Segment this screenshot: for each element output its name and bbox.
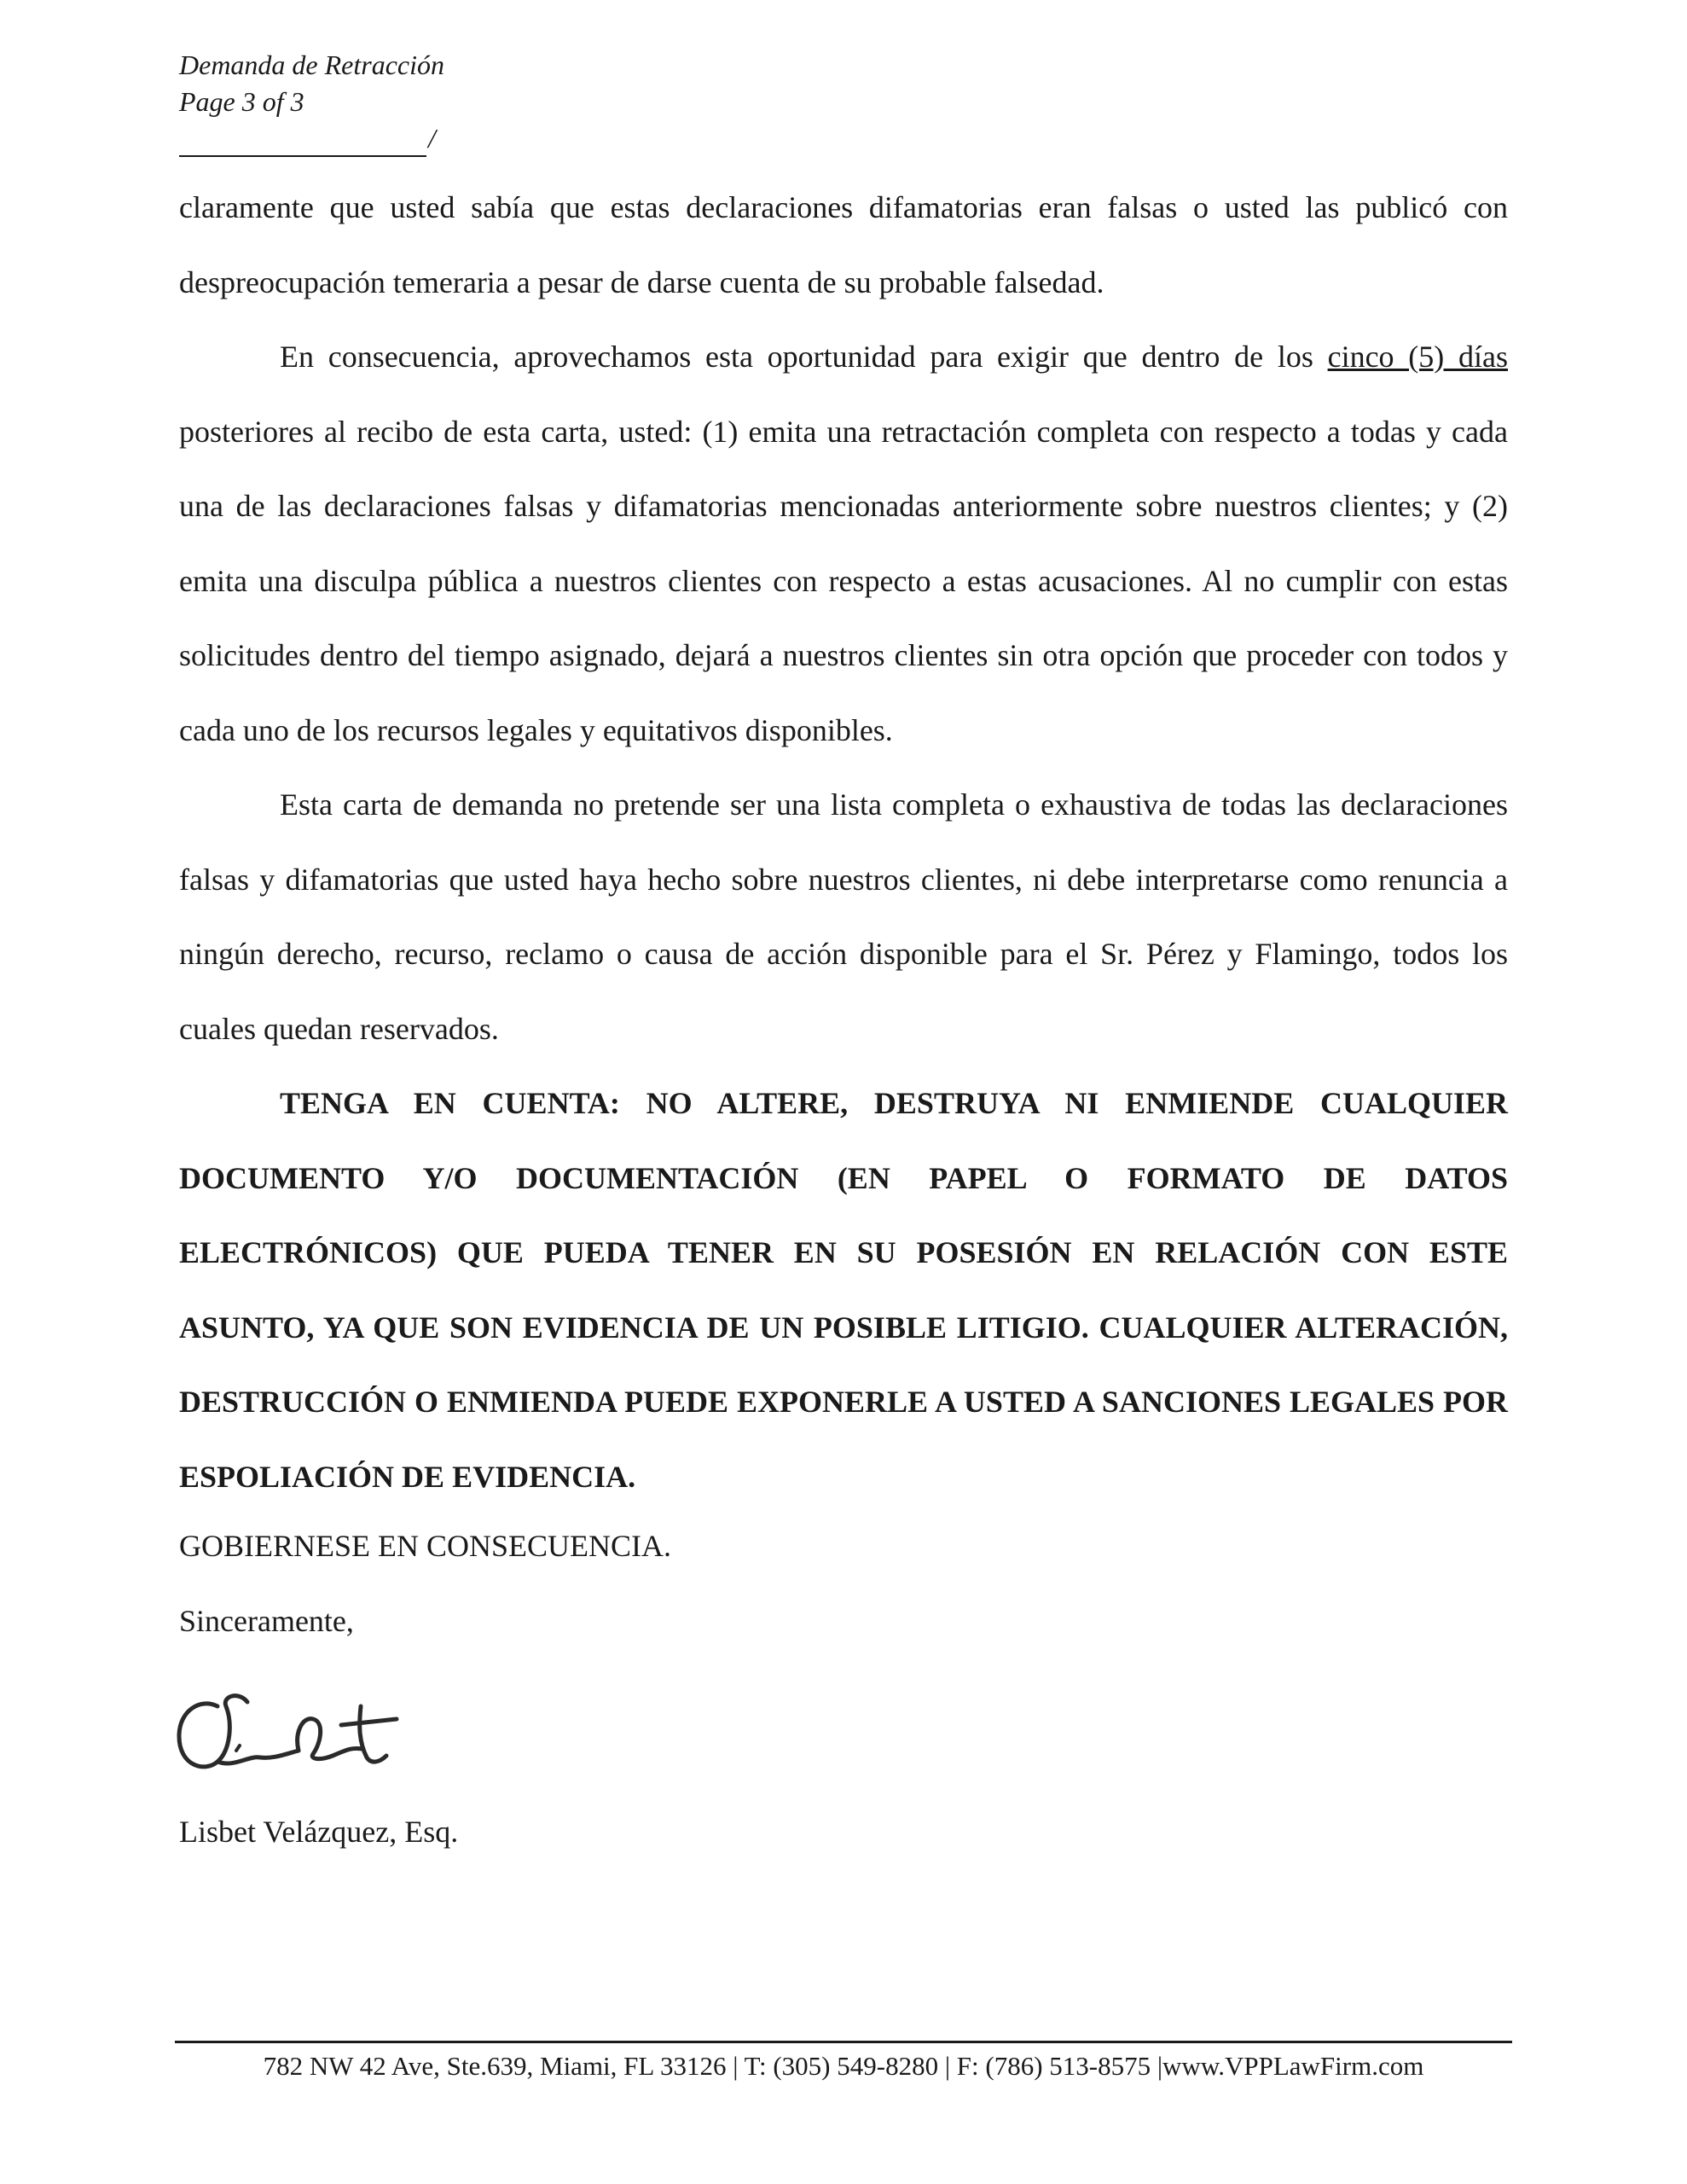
page-header bbox=[179, 47, 444, 157]
header-slash: / bbox=[428, 123, 436, 154]
page-number: Page 3 of 3 bbox=[179, 86, 304, 117]
header-rule-line bbox=[179, 120, 444, 157]
handwritten-signature bbox=[166, 1672, 422, 1800]
legal-notice: TENGA EN CUENTA: NO ALTERE, DESTRUYA NI ENMIENDE CUALQUIER DOCUMENTO Y/O DOCUMENTACIÓN (EN PAPEL O FORMATO DE DATOS ELECTRÓNICOS) QUE PUEDA TENER EN SU POSESIÓN EN RELACIÓN CON ESTE ASUNTO, YA QUE SON EVIDENCIA DE UN POSIBLE LITIGIO. CUALQUIER ALTERACIÓN, DESTRUCCIÓN O ENMIENDA PUEDE EXPONERLE A USTED A SANCIONES LEGALES POR ESPOLIACIÓN DE EVIDENCIA. bbox=[179, 1086, 1508, 1494]
letter-body bbox=[179, 171, 1508, 1514]
header-underline bbox=[179, 133, 426, 157]
paragraph-2 bbox=[179, 320, 1508, 768]
paragraph-3: Esta carta de demanda no pretende ser una lista completa o exhaustiva de todas las declaraciones falsas y difamatorias que usted haya hecho sobre nuestros clientes, ni debe interpretarse como renuncia a ningún derecho, recurso, reclamo o causa de acción disponible para el Sr. Pérez y Flamingo, todos los cuales quedan reservados. bbox=[179, 787, 1508, 1046]
deadline-underlined: cinco (5) días bbox=[1327, 340, 1508, 374]
paragraph-2-end: posteriores al recibo de esta carta, usted: (1) emita una retractación completa con respecto a todas y cada una de las declaraciones falsas y difamatorias mencionadas anteriormente sobre nuestros clientes; y (2) emita una disculpa pública a nuestros clientes con respecto a estas acusaciones. Al no cumplir con estas solicitudes dentro del tiempo asignado, dejará a nuestros clientes sin otra opción que proceder con todos y cada uno de los recursos legales y equitativos disponibles. bbox=[179, 414, 1508, 747]
footer-divider bbox=[175, 2041, 1512, 2043]
signer-name: Lisbet Velázquez, Esq. bbox=[179, 1815, 459, 1849]
paragraph-2-start: En consecuencia, aprovechamos esta oportunidad para exigir que dentro de los bbox=[280, 340, 1328, 374]
salutation: Sinceramente, bbox=[179, 1604, 354, 1638]
document-title: Demanda de Retracción bbox=[179, 49, 445, 80]
paragraph-1: claramente que usted sabía que estas declaraciones difamatorias eran falsas o usted las publicó con despreocupación temeraria a pesar de darse cuenta de su probable falsedad. bbox=[179, 190, 1508, 299]
closing-line: GOBIERNESE EN CONSECUENCIA. bbox=[179, 1529, 672, 1563]
footer-contact: 782 NW 42 Ave, Ste.639, Miami, FL 33126 | T: (305) 549-8280 | F: (786) 513-8575 |www.VPPLawFirm.com bbox=[263, 2051, 1424, 2081]
